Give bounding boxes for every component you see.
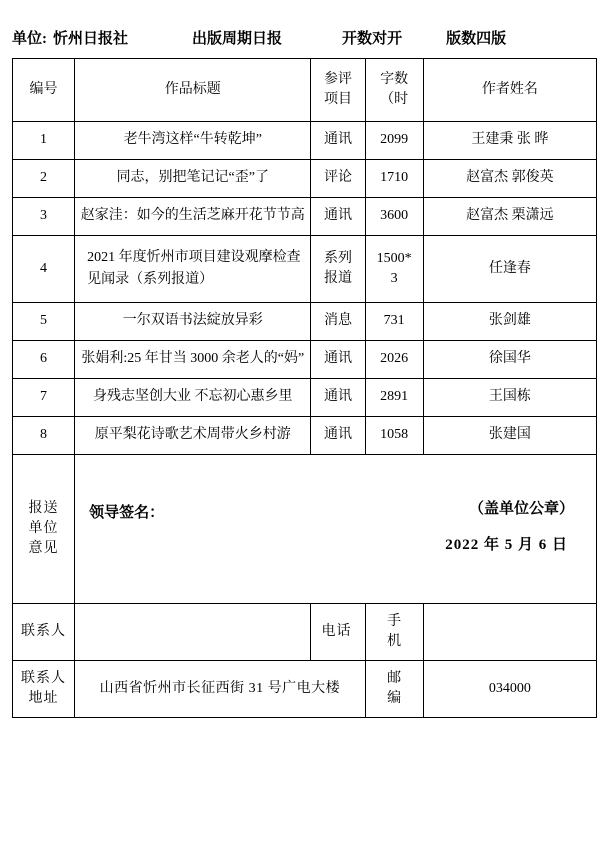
cell-words: 1058 bbox=[365, 417, 423, 455]
header-item-line2: 项目 bbox=[324, 92, 353, 107]
address-value[interactable]: 山西省忻州市长征西街 31 号广电大楼 bbox=[75, 661, 365, 718]
header-cell-title: 作品标题 bbox=[75, 59, 311, 122]
zip-label bbox=[365, 661, 423, 718]
opinion-label-line2: 单位 bbox=[28, 520, 59, 536]
cell-item: 通讯 bbox=[311, 198, 365, 236]
period-label: 出版周期 bbox=[192, 30, 253, 47]
table-row bbox=[13, 303, 597, 341]
opinion-label bbox=[13, 455, 75, 604]
header-cell-words bbox=[365, 59, 423, 122]
table-row bbox=[13, 379, 597, 417]
table-row bbox=[13, 417, 597, 455]
address-label: 联系人地址 bbox=[13, 661, 75, 718]
cell-words: 1710 bbox=[365, 160, 423, 198]
period-value: 日报 bbox=[252, 30, 283, 47]
cell-item-line2: 报道 bbox=[324, 271, 353, 286]
submission-date: 2022 年 5 月 6 日 bbox=[445, 537, 568, 553]
cell-title: 一尔双语书法綻放异彩 bbox=[75, 303, 311, 341]
unit-label: 单位: bbox=[12, 30, 47, 47]
opinion-body[interactable] bbox=[75, 455, 597, 604]
cell-author: 王建秉 张 晔 bbox=[423, 122, 596, 160]
mobile-value[interactable] bbox=[423, 604, 596, 661]
pages-value: 四版 bbox=[476, 30, 507, 47]
seal-note: （盖单位公章） bbox=[468, 501, 574, 517]
format-value: 对开 bbox=[372, 30, 403, 47]
cell-words: 2099 bbox=[365, 122, 423, 160]
opinion-row bbox=[13, 455, 597, 604]
cell-author: 王国栋 bbox=[423, 379, 596, 417]
zip-label-line1: 邮 bbox=[387, 670, 402, 686]
unit-value: 忻州日报社 bbox=[53, 30, 129, 47]
cell-no: 8 bbox=[13, 417, 75, 455]
cell-item: 通讯 bbox=[311, 122, 365, 160]
works-table bbox=[12, 58, 597, 718]
cell-author: 徐国华 bbox=[423, 341, 596, 379]
document-header bbox=[12, 22, 597, 52]
cell-item bbox=[311, 236, 365, 303]
header-cell-item bbox=[311, 59, 365, 122]
header-words-line1: 字数 bbox=[380, 71, 409, 87]
cell-title: 2021 年度忻州市项目建设观摩检查见闻录（系列报道） bbox=[75, 236, 311, 303]
opinion-label-line3: 意见 bbox=[28, 541, 59, 557]
header-item-line1: 参评 bbox=[324, 71, 353, 87]
cell-words: 2026 bbox=[365, 341, 423, 379]
cell-item: 消息 bbox=[311, 303, 365, 341]
cell-no: 5 bbox=[13, 303, 75, 341]
cell-title: 张娟利:25 年甘当 3000 余老人的“妈” bbox=[75, 341, 311, 379]
cell-no: 4 bbox=[13, 236, 75, 303]
opinion-label-line1: 报送 bbox=[28, 500, 59, 516]
format-label: 开数 bbox=[342, 30, 373, 47]
address-row bbox=[13, 661, 597, 718]
cell-words: 731 bbox=[365, 303, 423, 341]
table-row bbox=[13, 198, 597, 236]
header-cell-author: 作者姓名 bbox=[423, 59, 596, 122]
signature-label: 领导签名： bbox=[89, 505, 165, 521]
pages-label: 版数 bbox=[446, 30, 477, 47]
cell-words: 3600 bbox=[365, 198, 423, 236]
cell-no: 2 bbox=[13, 160, 75, 198]
contact-row bbox=[13, 604, 597, 661]
table-row bbox=[13, 341, 597, 379]
cell-item: 通讯 bbox=[311, 417, 365, 455]
zip-value[interactable]: 034000 bbox=[423, 661, 596, 718]
cell-item-line1: 系列 bbox=[324, 250, 353, 266]
cell-item: 通讯 bbox=[311, 379, 365, 417]
cell-words bbox=[365, 236, 423, 303]
cell-author: 张建国 bbox=[423, 417, 596, 455]
cell-no: 7 bbox=[13, 379, 75, 417]
table-header-row bbox=[13, 59, 597, 122]
cell-words: 2891 bbox=[365, 379, 423, 417]
mobile-label-line1: 手 bbox=[387, 613, 402, 629]
table-row bbox=[13, 236, 597, 303]
header-cell-no: 编号 bbox=[13, 59, 75, 122]
contact-label: 联系人 bbox=[13, 604, 75, 661]
cell-title: 原平梨花诗歌艺术周带火乡村游 bbox=[75, 417, 311, 455]
cell-author: 张剑雄 bbox=[423, 303, 596, 341]
cell-no: 1 bbox=[13, 122, 75, 160]
cell-author: 任逢春 bbox=[423, 236, 596, 303]
cell-author: 赵富杰 栗潇远 bbox=[423, 198, 596, 236]
table-body bbox=[13, 122, 597, 718]
phone-label: 电话 bbox=[311, 604, 365, 661]
cell-item: 通讯 bbox=[311, 341, 365, 379]
cell-title: 身残志坚创大业 不忘初心惠乡里 bbox=[75, 379, 311, 417]
cell-title: 赵家洼：如今的生活芝麻开花节节高 bbox=[75, 198, 311, 236]
table-row bbox=[13, 122, 597, 160]
zip-label-line2: 编 bbox=[387, 691, 402, 706]
header-words-line2: （时 bbox=[380, 92, 409, 107]
contact-value[interactable] bbox=[75, 604, 311, 661]
cell-item: 评论 bbox=[311, 160, 365, 198]
cell-no: 6 bbox=[13, 341, 75, 379]
cell-title: 同志，别把笔记记“歪”了 bbox=[75, 160, 311, 198]
cell-words-line2: 3 bbox=[390, 271, 398, 286]
mobile-label-line2: 机 bbox=[387, 634, 402, 649]
cell-title: 老牛湾这样“牛转乾坤” bbox=[75, 122, 311, 160]
cell-words-line1: 1500* bbox=[376, 250, 412, 266]
table-header bbox=[13, 59, 597, 122]
mobile-label bbox=[365, 604, 423, 661]
table-row bbox=[13, 160, 597, 198]
cell-author: 赵富杰 郭俊英 bbox=[423, 160, 596, 198]
cell-no: 3 bbox=[13, 198, 75, 236]
